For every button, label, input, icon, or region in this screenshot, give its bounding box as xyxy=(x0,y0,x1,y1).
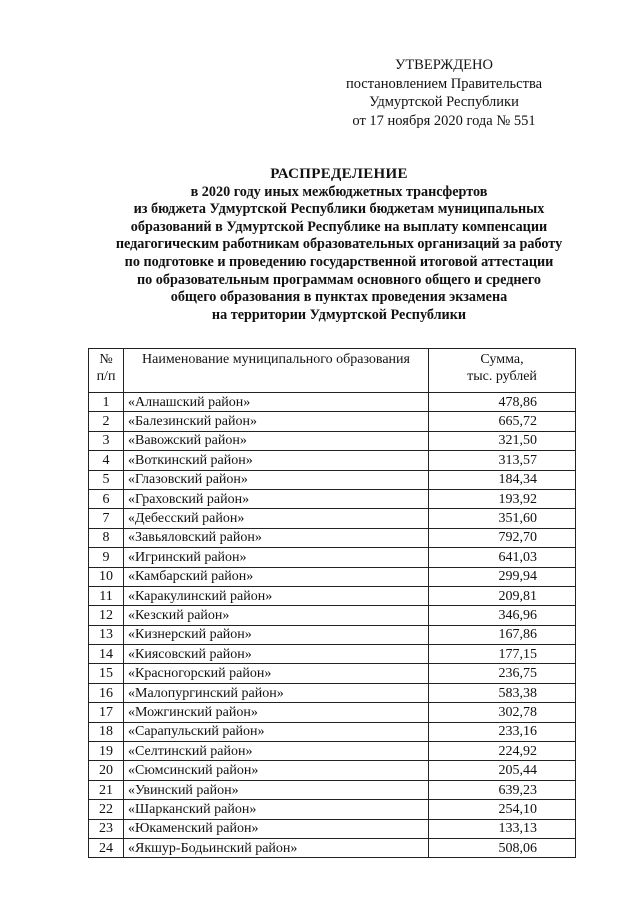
municipality-name: «Воткинский район» xyxy=(124,451,429,470)
table-row xyxy=(89,664,576,683)
row-number: 18 xyxy=(89,722,124,741)
table-row xyxy=(89,780,576,799)
municipality-name: «Дебесский район» xyxy=(124,509,429,528)
header-sum-label: Сумма, xyxy=(480,352,524,367)
row-number: 19 xyxy=(89,742,124,761)
row-sum: 133,13 xyxy=(429,819,576,838)
row-number: 23 xyxy=(89,819,124,838)
municipality-name: «Вавожский район» xyxy=(124,431,429,450)
row-number: 8 xyxy=(89,528,124,547)
row-number: 13 xyxy=(89,625,124,644)
municipality-name: «Алнашский район» xyxy=(124,393,429,412)
table-body xyxy=(89,393,576,858)
table-row xyxy=(89,703,576,722)
municipality-name: «Сарапульский район» xyxy=(124,722,429,741)
table-row xyxy=(89,489,576,508)
row-sum: 478,86 xyxy=(429,393,576,412)
approval-line: от 17 ноября 2020 года № 551 xyxy=(352,112,536,129)
table-row xyxy=(89,528,576,547)
municipality-name: «Граховский район» xyxy=(124,489,429,508)
municipality-name: «Юкаменский район» xyxy=(124,819,429,838)
municipality-name: «Можгинский район» xyxy=(124,703,429,722)
approval-line: постановлением Правительства xyxy=(345,75,543,92)
distribution-table xyxy=(88,348,576,858)
row-number: 3 xyxy=(89,431,124,450)
row-number: 14 xyxy=(89,645,124,664)
row-number: 20 xyxy=(89,761,124,780)
row-number: 7 xyxy=(89,509,124,528)
table-row xyxy=(89,838,576,857)
row-number: 17 xyxy=(89,703,124,722)
row-sum: 302,78 xyxy=(429,703,576,722)
row-sum: 641,03 xyxy=(429,548,576,567)
row-number: 11 xyxy=(89,586,124,605)
municipality-name: «Балезинский район» xyxy=(124,412,429,431)
heading-line: по подготовке и проведению государственной итоговой аттестации xyxy=(124,253,554,270)
municipality-name: «Камбарский район» xyxy=(124,567,429,586)
row-sum: 639,23 xyxy=(429,780,576,799)
municipality-name: «Сюмсинский район» xyxy=(124,761,429,780)
row-sum: 346,96 xyxy=(429,606,576,625)
row-sum: 665,72 xyxy=(429,412,576,431)
row-number: 22 xyxy=(89,800,124,819)
row-sum: 167,86 xyxy=(429,625,576,644)
row-sum: 508,06 xyxy=(429,838,576,857)
table-row xyxy=(89,819,576,838)
table-row xyxy=(89,761,576,780)
row-number: 9 xyxy=(89,548,124,567)
header-number-abbrev: п/п xyxy=(96,369,116,384)
table-row xyxy=(89,606,576,625)
row-number: 1 xyxy=(89,393,124,412)
municipality-name: «Игринский район» xyxy=(124,548,429,567)
row-sum: 351,60 xyxy=(429,509,576,528)
municipality-name: «Кизнерский район» xyxy=(124,625,429,644)
row-number: 21 xyxy=(89,780,124,799)
row-sum: 224,92 xyxy=(429,742,576,761)
row-number: 12 xyxy=(89,606,124,625)
row-sum: 177,15 xyxy=(429,645,576,664)
heading-line: общего образования в пунктах проведения экзамена xyxy=(170,289,508,306)
municipality-name: «Кезский район» xyxy=(124,606,429,625)
approval-stamp xyxy=(314,56,574,130)
row-sum: 184,34 xyxy=(429,470,576,489)
municipality-name: «Каракулинский район» xyxy=(124,586,429,605)
table-row xyxy=(89,683,576,702)
row-sum: 209,81 xyxy=(429,586,576,605)
table-row xyxy=(89,393,576,412)
table-row xyxy=(89,567,576,586)
approval-line: Удмуртской Республики xyxy=(369,94,519,110)
row-number: 10 xyxy=(89,567,124,586)
table-row xyxy=(89,722,576,741)
column-header-name: Наименование муниципального образования xyxy=(124,349,429,393)
row-number: 4 xyxy=(89,451,124,470)
row-sum: 236,75 xyxy=(429,664,576,683)
municipality-name: «Киясовский район» xyxy=(124,645,429,664)
heading-line: педагогическим работникам образовательных организаций за работу xyxy=(115,236,563,253)
table-row xyxy=(89,625,576,644)
municipality-name: «Якшур-Бодьинский район» xyxy=(124,838,429,857)
column-header-sum xyxy=(429,349,576,393)
row-sum: 583,38 xyxy=(429,683,576,702)
heading-line: на территории Удмуртской Республики xyxy=(211,306,467,323)
heading-line: образований в Удмуртской Республике на выплату компенсации xyxy=(130,218,548,235)
table-row xyxy=(89,470,576,489)
municipality-name: «Селтинский район» xyxy=(124,742,429,761)
approval-line: УТВЕРЖДЕНО xyxy=(395,57,493,73)
table-row xyxy=(89,645,576,664)
header-sum-unit: тыс. рублей xyxy=(467,369,537,384)
row-number: 2 xyxy=(89,412,124,431)
table-row xyxy=(89,509,576,528)
table-row xyxy=(89,548,576,567)
heading-line: из бюджета Удмуртской Республики бюджетам муниципальных xyxy=(133,201,545,218)
document-heading xyxy=(104,166,574,324)
table-row xyxy=(89,431,576,450)
municipality-name: «Шарканский район» xyxy=(124,800,429,819)
municipality-name: «Глазовский район» xyxy=(124,470,429,489)
row-sum: 193,92 xyxy=(429,489,576,508)
municipality-name: «Увинский район» xyxy=(124,780,429,799)
row-sum: 299,94 xyxy=(429,567,576,586)
row-sum: 233,16 xyxy=(429,722,576,741)
municipality-name: «Красногорский район» xyxy=(124,664,429,683)
row-sum: 254,10 xyxy=(429,800,576,819)
table-header-row xyxy=(89,349,576,393)
municipality-name: «Завьяловский район» xyxy=(124,528,429,547)
table-row xyxy=(89,451,576,470)
column-header-number xyxy=(89,349,124,393)
row-sum: 321,50 xyxy=(429,431,576,450)
row-number: 5 xyxy=(89,470,124,489)
table-row xyxy=(89,742,576,761)
header-number-symbol: № xyxy=(99,352,113,367)
row-number: 15 xyxy=(89,664,124,683)
row-sum: 205,44 xyxy=(429,761,576,780)
document-title: РАСПРЕДЕЛЕНИЕ xyxy=(270,166,408,182)
heading-line: по образовательным программам основного общего и среднего xyxy=(136,271,542,288)
row-number: 16 xyxy=(89,683,124,702)
row-sum: 313,57 xyxy=(429,451,576,470)
table-row xyxy=(89,412,576,431)
table-row xyxy=(89,800,576,819)
row-number: 6 xyxy=(89,489,124,508)
table-row xyxy=(89,586,576,605)
row-sum: 792,70 xyxy=(429,528,576,547)
heading-line: в 2020 году иных межбюджетных трансфертов xyxy=(190,183,488,200)
municipality-name: «Малопургинский район» xyxy=(124,683,429,702)
row-number: 24 xyxy=(89,838,124,857)
